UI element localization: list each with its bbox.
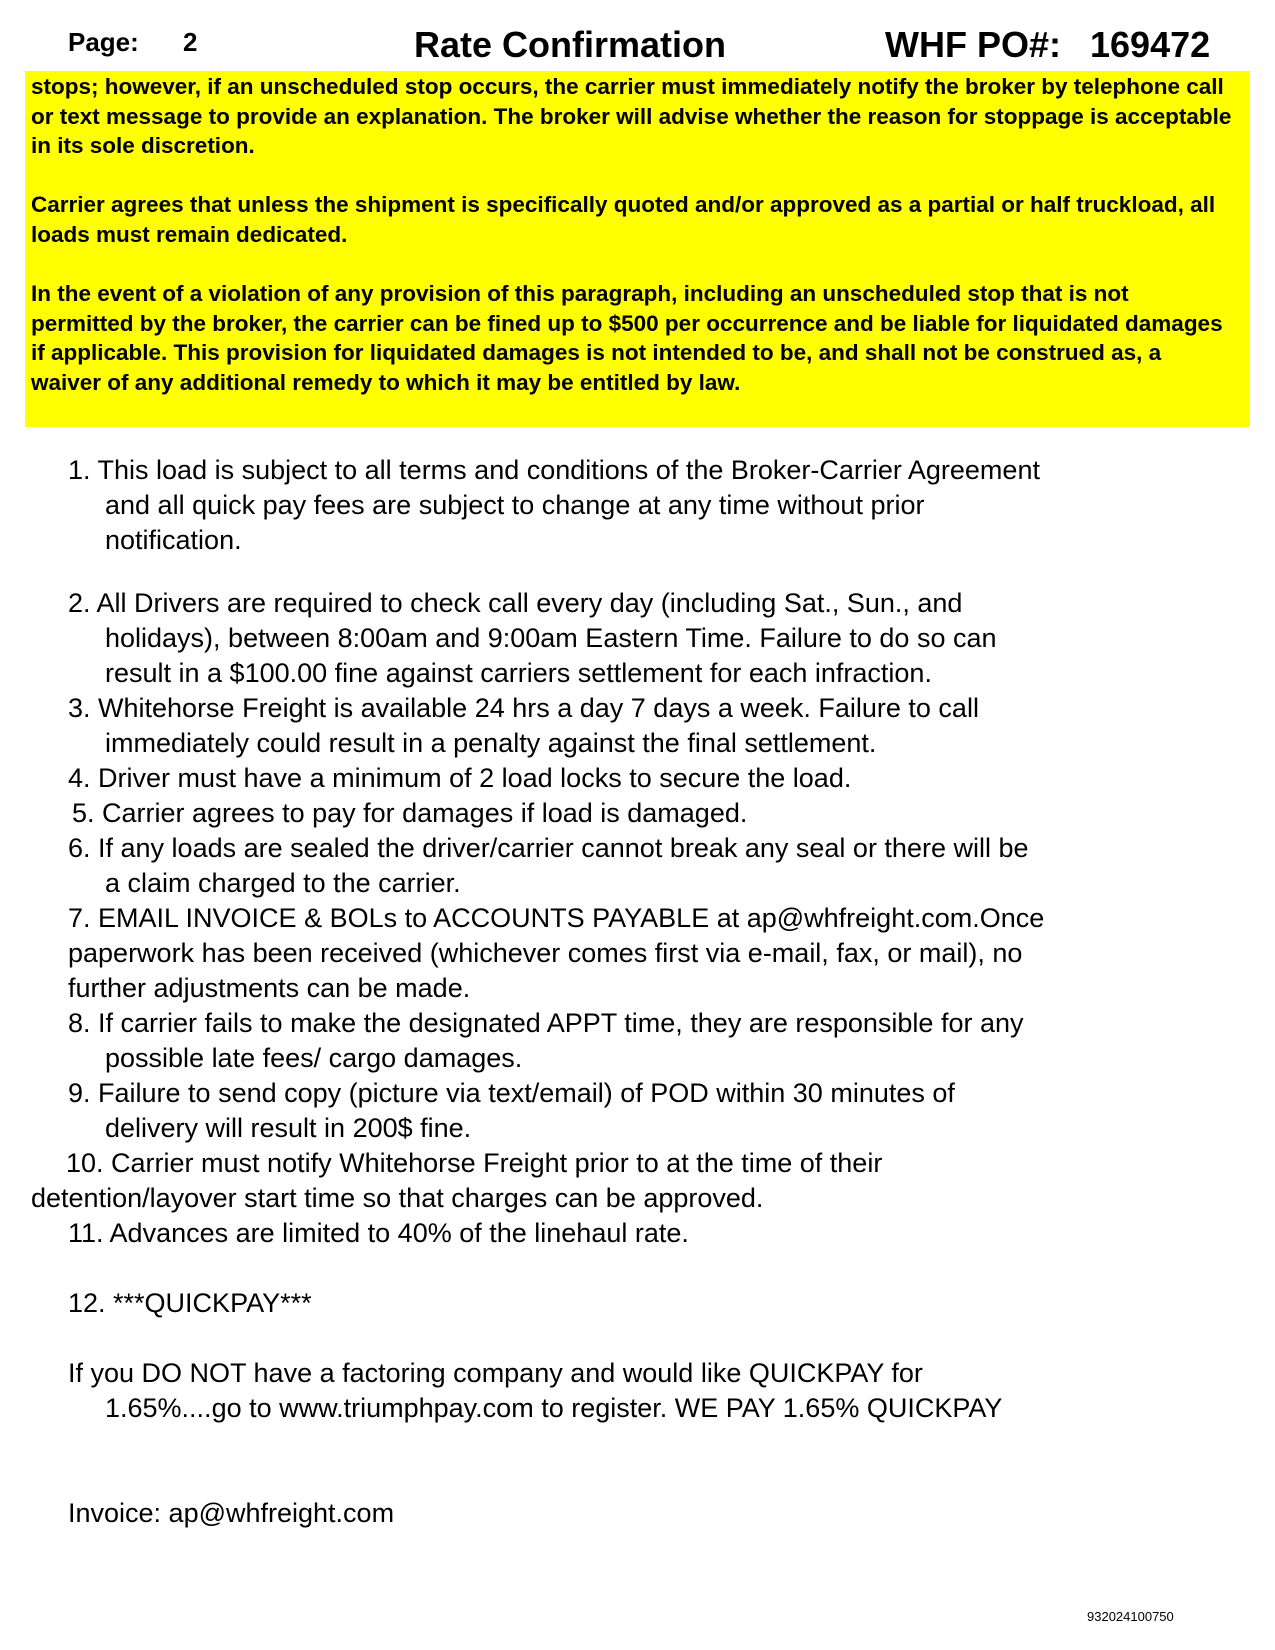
term-item-7 — [68, 901, 1044, 1006]
term-9-line-2: delivery will result in 200$ fine. — [105, 1113, 472, 1143]
term-item-9 — [68, 1076, 955, 1146]
term-item-11 — [68, 1216, 689, 1251]
document-title: Rate Confirmation — [414, 24, 727, 65]
term-item-3 — [68, 691, 979, 761]
document-id: 932024100750 — [1087, 1609, 1174, 1624]
notice-paragraph-unscheduled-stops: stops; however, if an unscheduled stop occurs, the carrier must immediately notify the broker by telephone call or text message to provide an explanation. The broker will advise whether the reason for stoppage is acceptable in its sole discretion. — [31, 74, 1232, 158]
term-10-line-1: 10. Carrier must notify Whitehorse Freight prior to at the time of their — [66, 1148, 883, 1178]
page-label: Page: — [68, 27, 139, 57]
notice-paragraph-violation-fines: In the event of a violation of any provision of this paragraph, including an unscheduled stop that is not permitted by the broker, the carrier can be fined up to $500 per occurrence and be liable for liquidated damages if applicable. This provision for liquidated damages is not intended to be, and shall not be construed as, a waiver of any additional remedy to which it may be entitled by law. — [31, 281, 1223, 395]
quickpay-heading: 12. ***QUICKPAY*** — [68, 1288, 312, 1318]
term-item-1 — [68, 453, 1040, 558]
term-7-line-2: paperwork has been received (whichever comes first via e-mail, fax, or mail), no — [68, 938, 1023, 968]
term-7-line-1: 7. EMAIL INVOICE & BOLs to ACCOUNTS PAYABLE at ap@whfreight.com.Once — [68, 903, 1045, 933]
term-1-line-2: and all quick pay fees are subject to change at any time without prior — [105, 490, 925, 520]
term-3-line-1: 3. Whitehorse Freight is available 24 hrs a day 7 days a week. Failure to call — [68, 693, 979, 723]
page-number: 2 — [183, 27, 198, 57]
term-10-line-2: detention/layover start time so that charges can be approved. — [31, 1183, 764, 1213]
term-5-line-1: 5. Carrier agrees to pay for damages if load is damaged. — [72, 798, 748, 828]
term-item-2 — [68, 586, 997, 691]
invoice-contact — [68, 1496, 394, 1531]
term-item-4 — [68, 761, 851, 796]
term-1-line-1: 1. This load is subject to all terms and conditions of the Broker-Carrier Agreement — [68, 455, 1040, 485]
term-item-6 — [68, 831, 1029, 901]
po-number: 169472 — [1090, 24, 1211, 65]
quickpay-line-1: If you DO NOT have a factoring company and would like QUICKPAY for — [68, 1358, 923, 1388]
term-2-line-3: result in a $100.00 fine against carriers settlement for each infraction. — [105, 658, 932, 688]
term-item-12-heading — [68, 1286, 312, 1321]
notice-paragraph-dedicated-loads: Carrier agrees that unless the shipment is specifically quoted and/or approved as a partial or half truckload, all loads must remain dedicated. — [31, 192, 1216, 247]
term-2-line-2: holidays), between 8:00am and 9:00am Eastern Time. Failure to do so can — [105, 623, 997, 653]
term-1-line-3: notification. — [105, 525, 242, 555]
term-item-8 — [68, 1006, 1023, 1076]
term-2-line-1: 2. All Drivers are required to check call every day (including Sat., Sun., and — [68, 588, 963, 618]
term-item-10 — [31, 1146, 882, 1216]
term-6-line-1: 6. If any loads are sealed the driver/carrier cannot break any seal or there will be — [68, 833, 1029, 863]
term-7-line-3: further adjustments can be made. — [68, 973, 471, 1003]
term-9-line-1: 9. Failure to send copy (picture via text/email) of POD within 30 minutes of — [68, 1078, 955, 1108]
term-3-line-2: immediately could result in a penalty against the final settlement. — [105, 728, 877, 758]
quickpay-paragraph — [68, 1356, 1002, 1426]
term-11-line-1: 11. Advances are limited to 40% of the linehaul rate. — [68, 1218, 689, 1248]
term-item-5 — [72, 796, 747, 831]
term-6-line-2: a claim charged to the carrier. — [105, 868, 461, 898]
invoice-email-line: Invoice: ap@whfreight.com — [68, 1498, 395, 1528]
term-8-line-1: 8. If carrier fails to make the designated APPT time, they are responsible for any — [68, 1008, 1024, 1038]
po-label: WHF PO#: — [885, 24, 1061, 65]
term-4-line-1: 4. Driver must have a minimum of 2 load locks to secure the load. — [68, 763, 852, 793]
quickpay-line-2: 1.65%....go to www.triumphpay.com to register. WE PAY 1.65% QUICKPAY — [105, 1393, 1003, 1423]
term-8-line-2: possible late fees/ cargo damages. — [105, 1043, 523, 1073]
